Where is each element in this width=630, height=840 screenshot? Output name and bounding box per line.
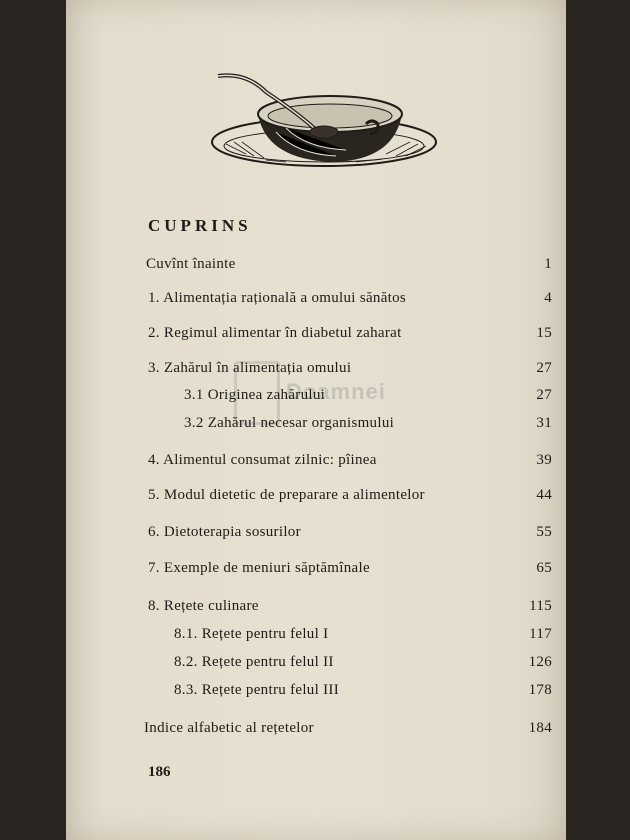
toc-entry-title: 2. Regimul alimentar în diabetul zaharat (148, 325, 402, 341)
toc-entry-page: 117 (529, 626, 552, 642)
toc-heading: CUPRINS (148, 216, 252, 235)
toc-entry-title: 6. Dietoterapia sosurilor (148, 524, 301, 540)
toc-entry-page: 178 (528, 682, 552, 698)
toc-entry-page: 27 (536, 387, 552, 403)
toc-entry-page: 27 (536, 360, 552, 376)
toc-entry-title: Cuvînt înainte (146, 256, 236, 272)
toc-entry (66, 290, 566, 312)
toc-entry (66, 360, 566, 382)
toc-entry-page: 1 (544, 256, 552, 272)
table-of-contents (66, 0, 566, 840)
toc-entry-title: 8. Rețete culinare (148, 598, 259, 614)
toc-entry (66, 654, 566, 676)
toc-entry-title: 1. Alimentația rațională a omului sănătos (148, 290, 407, 306)
toc-entry-page: 184 (528, 720, 552, 736)
toc-entry-page: 65 (536, 560, 552, 576)
toc-entry (66, 256, 566, 278)
toc-entry-title: 3. Zahărul în alimentația omului (148, 360, 352, 376)
toc-entry (66, 452, 566, 474)
toc-entry-title: 4. Alimentul consumat zilnic: pîinea (148, 452, 377, 468)
toc-entry (66, 487, 566, 509)
toc-entry-page: 115 (529, 598, 552, 614)
toc-entry-page: 44 (536, 487, 552, 503)
toc-entry-title: Indice alfabetic al rețetelor (144, 720, 314, 736)
toc-entry (66, 682, 566, 704)
book-page (66, 0, 566, 840)
toc-entry-title: 8.2. Rețete pentru felul II (174, 654, 334, 670)
toc-entry (66, 560, 566, 582)
toc-entry-title: 3.1 Originea zahărului (184, 387, 326, 403)
toc-entry-page: 4 (544, 290, 552, 306)
toc-entry-page: 126 (528, 654, 552, 670)
toc-entry (66, 325, 566, 347)
toc-entry-title: 7. Exemple de meniuri săptămînale (148, 560, 370, 576)
toc-entry-page: 39 (536, 452, 552, 468)
toc-entry (66, 415, 566, 437)
toc-entry-page: 31 (536, 415, 552, 431)
toc-entry-page: 55 (536, 524, 552, 540)
watermark-text: Doamnei (286, 379, 386, 404)
toc-entry (66, 626, 566, 648)
toc-entry (66, 598, 566, 620)
toc-entry-title: 8.3. Rețete pentru felul III (174, 682, 340, 698)
toc-entry-title: 5. Modul dietetic de preparare a alimentelor (148, 487, 425, 503)
toc-entry (66, 387, 566, 409)
toc-entry-title: 8.1. Rețete pentru felul I (174, 626, 329, 642)
toc-entry-page: 15 (536, 325, 552, 341)
page-number: 186 (148, 764, 171, 780)
toc-entry-title: 3.2 Zahărul necesar organismului (184, 415, 395, 431)
toc-entry (66, 524, 566, 546)
toc-entry (66, 720, 566, 742)
